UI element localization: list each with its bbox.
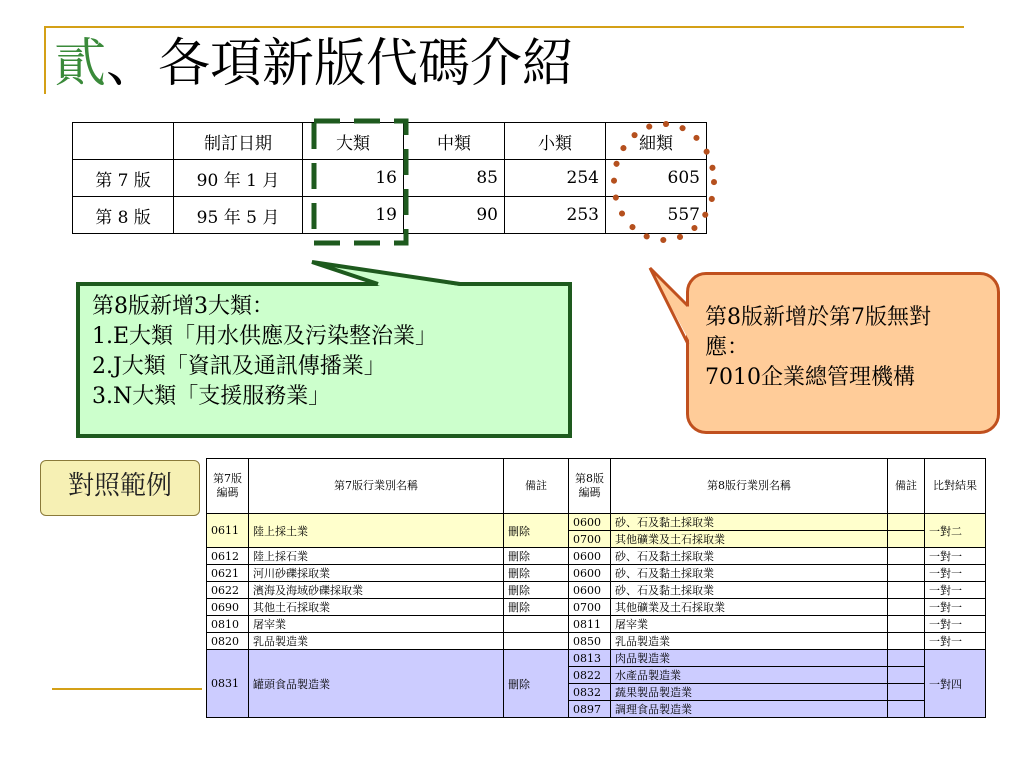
result-cell: 一對一 xyxy=(925,616,986,633)
v8-note-cell xyxy=(888,582,925,599)
result-cell: 一對一 xyxy=(925,633,986,650)
table-row xyxy=(207,633,986,650)
comparison-header-row xyxy=(207,459,986,514)
result-cell: 一對四 xyxy=(925,650,986,718)
v8-code-cell: 0811 xyxy=(569,616,611,633)
result-cell: 一對一 xyxy=(925,582,986,599)
v7-note-cell: 刪除 xyxy=(504,565,569,582)
v7-code-cell: 0810 xyxy=(207,616,249,633)
v7-code-cell: 0612 xyxy=(207,548,249,565)
v8-name-cell: 其他礦業及土石採取業 xyxy=(611,531,888,548)
v7-note-cell xyxy=(504,616,569,633)
v7-name-cell: 屠宰業 xyxy=(249,616,504,633)
v8-note-cell xyxy=(888,565,925,582)
table-row xyxy=(207,548,986,565)
summary-cell: 第 8 版 xyxy=(73,197,174,234)
summary-cell: 254 xyxy=(505,160,606,197)
v7-note-cell: 刪除 xyxy=(504,514,569,548)
orange-callout-line: 7010企業總管理機構 xyxy=(705,365,915,390)
summary-cell: 90 xyxy=(404,197,505,234)
comparison-header-cell: 備註 xyxy=(504,459,569,514)
scroll-label: 對照範例 xyxy=(67,471,172,501)
v7-name-cell: 其他土石採取業 xyxy=(249,599,504,616)
summary-row xyxy=(73,160,707,197)
v8-note-cell xyxy=(888,599,925,616)
v8-name-cell: 蔬果製品製造業 xyxy=(611,684,888,701)
summary-cell: 557 xyxy=(606,197,707,234)
green-callout-line: 第8版新增3大類： xyxy=(92,294,274,319)
summary-header-cell: 小類 xyxy=(505,123,606,160)
v8-code-cell: 0600 xyxy=(569,582,611,599)
v8-code-cell: 0832 xyxy=(569,684,611,701)
summary-cell: 19 xyxy=(303,197,404,234)
orange-callout-pointer-edge xyxy=(650,268,688,344)
v8-code-cell: 0822 xyxy=(569,667,611,684)
v8-note-cell xyxy=(888,633,925,650)
green-callout-pointer-edge xyxy=(312,262,460,284)
v7-name-cell: 陸上採石業 xyxy=(249,548,504,565)
summary-cell: 90 年 1 月 xyxy=(174,160,303,197)
table-row xyxy=(207,650,986,667)
v8-name-cell: 調理食品製造業 xyxy=(611,701,888,718)
v8-code-cell: 0897 xyxy=(569,701,611,718)
v7-note-cell: 刪除 xyxy=(504,599,569,616)
v8-note-cell xyxy=(888,701,925,718)
table-row xyxy=(207,599,986,616)
result-cell: 一對一 xyxy=(925,565,986,582)
v8-note-cell xyxy=(888,616,925,633)
summary-cell: 16 xyxy=(303,160,404,197)
comparison-table xyxy=(206,458,986,718)
summary-header-cell: 制訂日期 xyxy=(174,123,303,160)
v8-name-cell: 乳品製造業 xyxy=(611,633,888,650)
title-rule-vertical xyxy=(44,26,46,94)
v8-code-cell: 0600 xyxy=(569,514,611,531)
v8-code-cell: 0600 xyxy=(569,548,611,565)
footer-rule xyxy=(52,688,202,690)
green-callout xyxy=(76,282,572,438)
comparison-body xyxy=(207,514,986,718)
v8-note-cell xyxy=(888,548,925,565)
v7-code-cell: 0622 xyxy=(207,582,249,599)
summary-header-cell xyxy=(73,123,174,160)
summary-header-cell: 中類 xyxy=(404,123,505,160)
v8-name-cell: 屠宰業 xyxy=(611,616,888,633)
table-row xyxy=(207,514,986,531)
comparison-header-cell: 第8版行業別名稱 xyxy=(611,459,888,514)
orange-callout-pointer xyxy=(650,268,690,342)
v7-note-cell xyxy=(504,633,569,650)
v7-note-cell: 刪除 xyxy=(504,650,569,718)
summary-header-row xyxy=(73,123,707,160)
summary-cell: 85 xyxy=(404,160,505,197)
summary-cell: 第 7 版 xyxy=(73,160,174,197)
v8-note-cell xyxy=(888,650,925,667)
summary-header-cell: 細類 xyxy=(606,123,707,160)
v8-name-cell: 其他礦業及土石採取業 xyxy=(611,599,888,616)
v7-note-cell: 刪除 xyxy=(504,548,569,565)
v8-name-cell: 水產品製造業 xyxy=(611,667,888,684)
v8-name-cell: 肉品製造業 xyxy=(611,650,888,667)
green-callout-line: 1.E大類「用水供應及污染整治業」 xyxy=(92,324,438,349)
orange-callout xyxy=(686,272,1000,434)
comparison-header-cell: 第7版行業別名稱 xyxy=(249,459,504,514)
slide-title xyxy=(54,28,574,100)
v7-code-cell: 0611 xyxy=(207,514,249,548)
v7-note-cell: 刪除 xyxy=(504,582,569,599)
v7-name-cell: 濱海及海域砂礫採取業 xyxy=(249,582,504,599)
v8-name-cell: 砂、石及黏土採取業 xyxy=(611,548,888,565)
v8-name-cell: 砂、石及黏土採取業 xyxy=(611,514,888,531)
result-cell: 一對一 xyxy=(925,599,986,616)
v7-name-cell: 乳品製造業 xyxy=(249,633,504,650)
v8-note-cell xyxy=(888,684,925,701)
title-number: 貳 xyxy=(54,34,107,94)
v8-name-cell: 砂、石及黏土採取業 xyxy=(611,582,888,599)
v8-code-cell: 0700 xyxy=(569,531,611,548)
summary-cell: 95 年 5 月 xyxy=(174,197,303,234)
comparison-header-cell: 第7版 編碼 xyxy=(207,459,249,514)
table-row xyxy=(207,565,986,582)
v7-name-cell: 陸上採土業 xyxy=(249,514,504,548)
comparison-header-cell: 第8版 編碼 xyxy=(569,459,611,514)
summary-header-cell: 大類 xyxy=(303,123,404,160)
title-text: 、各項新版代碼介紹 xyxy=(106,34,575,94)
v8-name-cell: 砂、石及黏土採取業 xyxy=(611,565,888,582)
summary-table xyxy=(72,122,707,234)
v8-code-cell: 0813 xyxy=(569,650,611,667)
result-cell: 一對二 xyxy=(925,514,986,548)
v7-code-cell: 0831 xyxy=(207,650,249,718)
v7-name-cell: 河川砂礫採取業 xyxy=(249,565,504,582)
summary-row xyxy=(73,197,707,234)
scroll-banner xyxy=(40,460,200,516)
table-row xyxy=(207,616,986,633)
orange-callout-line: 應： xyxy=(705,335,750,360)
v7-code-cell: 0621 xyxy=(207,565,249,582)
v8-code-cell: 0600 xyxy=(569,565,611,582)
v8-note-cell xyxy=(888,667,925,684)
summary-cell: 605 xyxy=(606,160,707,197)
table-row xyxy=(207,582,986,599)
v8-code-cell: 0700 xyxy=(569,599,611,616)
v8-note-cell xyxy=(888,514,925,531)
green-callout-line: 2.J大類「資訊及通訊傳播業」 xyxy=(92,354,386,379)
comparison-header-cell: 比對結果 xyxy=(925,459,986,514)
v7-name-cell: 罐頭食品製造業 xyxy=(249,650,504,718)
v7-code-cell: 0690 xyxy=(207,599,249,616)
v7-code-cell: 0820 xyxy=(207,633,249,650)
v8-note-cell xyxy=(888,531,925,548)
result-cell: 一對一 xyxy=(925,548,986,565)
v8-code-cell: 0850 xyxy=(569,633,611,650)
summary-cell: 253 xyxy=(505,197,606,234)
comparison-header-cell: 備註 xyxy=(888,459,925,514)
green-callout-line: 3.N大類「支援服務業」 xyxy=(92,384,331,409)
orange-callout-line: 第8版新增於第7版無對 xyxy=(705,305,931,330)
